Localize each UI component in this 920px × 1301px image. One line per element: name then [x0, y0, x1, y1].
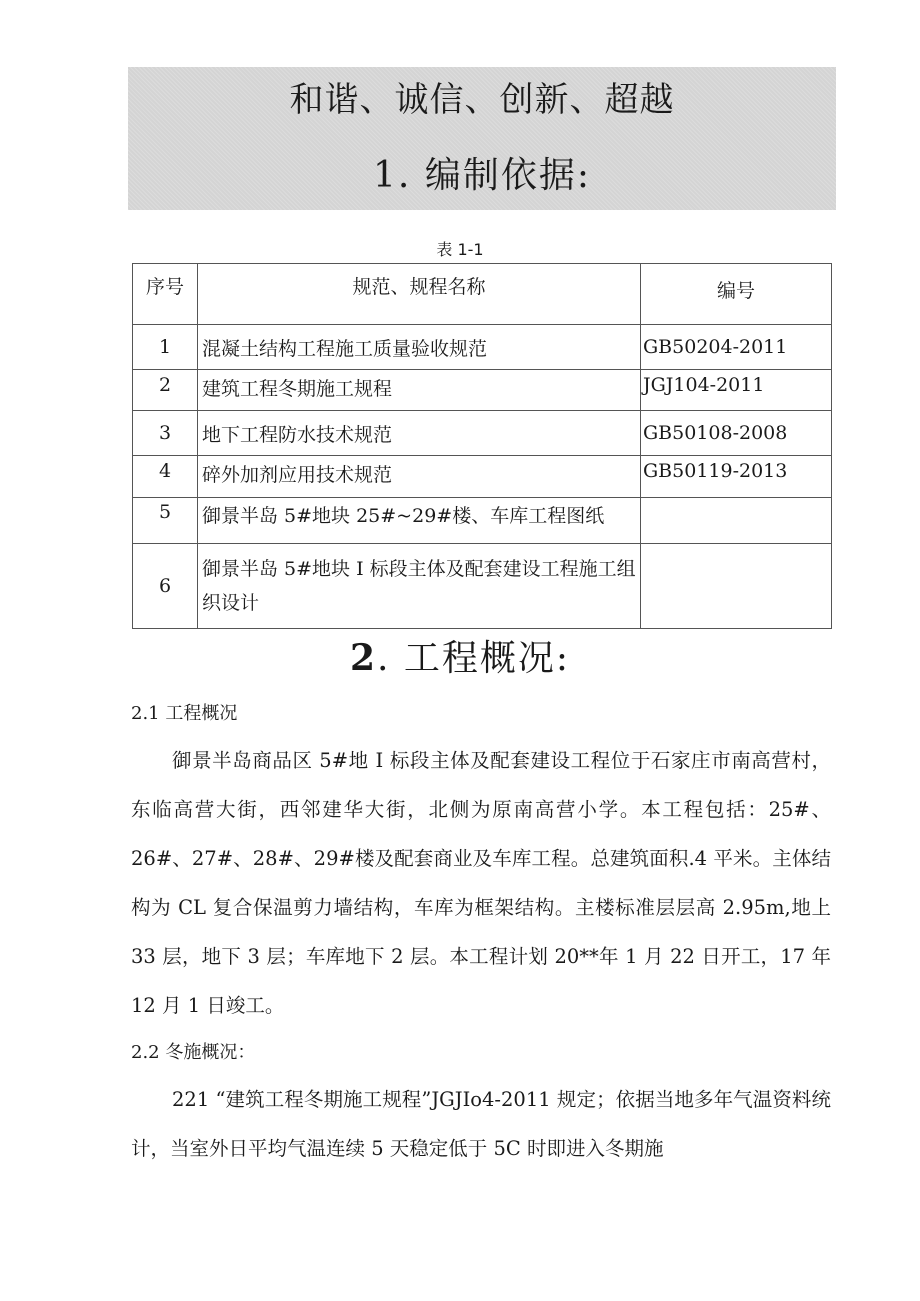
subsection-2-1-paragraph: 御景半岛商品区 5#地 I 标段主体及配套建设工程位于石家庄市南高营村，东临高营大街，西邻建华大街，北侧为原南高营小学。本工程包括：25#、26#、27#、28#、29#楼及配套商业及车库工程。总建筑面积.4 平米。主体结构为 CL 复合保温剪力墙结构，车库为框架结构。主楼标准层层高 2.95m,地上 33 层，地下 3 层；车库地下 2 层。本工程计划 20**年 1 月 22 日开工，17 年 12 月 1 日竣工。 — [131, 749, 831, 1017]
table-row — [133, 325, 832, 370]
company-motto: 和谐、诚信、创新、超越 — [289, 80, 675, 120]
row-name: 御景半岛 5#地块 I 标段主体及配套建设工程施工组织设计 — [198, 544, 641, 629]
section-1-title: 1. 编制依据: — [373, 155, 591, 196]
row-no: 3 — [133, 411, 198, 456]
row-name: 混凝土结构工程施工质量验收规范 — [198, 325, 641, 370]
subsection-2-2-paragraph: 221 “建筑工程冬期施工规程”JGJIo4-2011 规定；依据当地多年气温资料统计，当室外日平均气温连续 5 天稳定低于 5C 时即进入冬期施 — [131, 1088, 831, 1160]
section-2-title-text: . 工程概况: — [377, 638, 571, 679]
column-header-no: 序号 — [133, 264, 198, 325]
row-code: GB50119-2013 — [641, 456, 832, 498]
row-name: 碎外加剂应用技术规范 — [198, 456, 641, 498]
table-row — [133, 498, 832, 544]
section-2-title — [0, 636, 920, 681]
row-name: 御景半岛 5#地块 25#~29#楼、车库工程图纸 — [198, 498, 641, 544]
row-no: 4 — [133, 456, 198, 498]
row-name: 地下工程防水技术规范 — [198, 411, 641, 456]
row-code: JGJ104-2011 — [641, 370, 832, 411]
section-2-number: 2 — [349, 637, 378, 679]
row-code: GB50204-2011 — [641, 325, 832, 370]
row-code — [641, 544, 832, 629]
row-no: 6 — [133, 544, 198, 629]
row-code: GB50108-2008 — [641, 411, 832, 456]
table-row — [133, 456, 832, 498]
table-caption: 表 1-1 — [436, 240, 484, 259]
row-no: 1 — [133, 325, 198, 370]
subsection-2-2-heading: 2.2 冬施概况： — [131, 1042, 256, 1063]
row-name: 建筑工程冬期施工规程 — [198, 370, 641, 411]
column-header-code: 编号 — [641, 264, 832, 325]
banner-text-layer — [128, 67, 836, 210]
row-code — [641, 498, 832, 544]
table-header-row — [133, 264, 832, 325]
table-row — [133, 411, 832, 456]
column-header-name: 规范、规程名称 — [198, 264, 641, 325]
table-row — [133, 370, 832, 411]
row-no: 2 — [133, 370, 198, 411]
subsection-2-1-heading: 2.1 工程概况 — [131, 703, 238, 724]
table-row — [133, 544, 832, 629]
standards-table — [132, 263, 832, 629]
row-no: 5 — [133, 498, 198, 544]
